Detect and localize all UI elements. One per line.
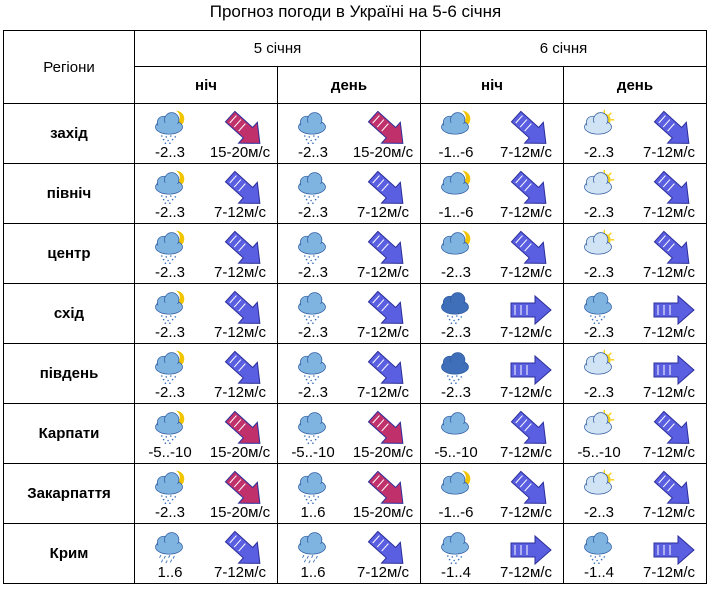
- wind-speed: 7-12м/с: [213, 324, 266, 341]
- wind-speed: 7-12м/с: [213, 384, 266, 401]
- wind-speed: 7-12м/с: [213, 264, 266, 281]
- wind-speed: 7-12м/с: [499, 444, 552, 461]
- region-row: [4, 284, 707, 344]
- temperature: -2..3: [154, 504, 185, 521]
- forecast-cell: [564, 404, 707, 464]
- region-row: [4, 404, 707, 464]
- region-name: Карпати: [4, 404, 135, 464]
- cloud-snow-icon: [578, 289, 618, 325]
- forecast-cell: [421, 344, 564, 404]
- region-row: [4, 464, 707, 524]
- forecast-cell: [421, 224, 564, 284]
- moon-cloud-snow-icon: [149, 169, 189, 205]
- region-name: південь: [4, 344, 135, 404]
- region-name: центр: [4, 224, 135, 284]
- temperature: -2..3: [154, 384, 185, 401]
- forecast-cell: [278, 404, 421, 464]
- temperature: -1..-6: [438, 504, 474, 521]
- forecast-cell: [135, 344, 278, 404]
- temperature: -2..3: [297, 384, 328, 401]
- regions-header: Регіони: [4, 31, 135, 104]
- cloud-snow-icon: [292, 109, 332, 145]
- cloud-snow-icon: [292, 349, 332, 385]
- forecast-cell: [278, 284, 421, 344]
- wind-speed: 7-12м/с: [642, 204, 695, 221]
- region-row: [4, 164, 707, 224]
- forecast-cell: [135, 164, 278, 224]
- moon-cloud-icon: [435, 229, 475, 265]
- wind-speed: 7-12м/с: [356, 324, 409, 341]
- forecast-cell: [135, 404, 278, 464]
- region-name: північ: [4, 164, 135, 224]
- dark-cloud-snow-icon: [435, 349, 475, 385]
- forecast-cell: [135, 284, 278, 344]
- temperature: -2..3: [154, 204, 185, 221]
- wind-speed: 7-12м/с: [499, 264, 552, 281]
- cloud-snow-icon: [292, 289, 332, 325]
- temperature: -2..3: [154, 144, 185, 161]
- period-header-night: ніч: [135, 67, 278, 104]
- wind-speed: 7-12м/с: [642, 504, 695, 521]
- moon-cloud-icon: [435, 469, 475, 505]
- temperature: -2..3: [583, 504, 614, 521]
- wind-speed: 7-12м/с: [499, 564, 552, 581]
- forecast-cell: [278, 224, 421, 284]
- forecast-cell: [564, 164, 707, 224]
- forecast-cell: [421, 104, 564, 164]
- temperature: -1..-6: [438, 144, 474, 161]
- moon-cloud-icon: [435, 109, 475, 145]
- forecast-cell: [564, 104, 707, 164]
- wind-speed: 7-12м/с: [356, 204, 409, 221]
- wind-speed: 15-20м/с: [209, 504, 271, 521]
- temperature: -2..3: [440, 324, 471, 341]
- cloud-rain-icon: [292, 529, 332, 565]
- forecast-cell: [564, 464, 707, 524]
- wind-speed: 15-20м/с: [352, 504, 414, 521]
- region-row: [4, 224, 707, 284]
- region-name: Закарпаття: [4, 464, 135, 524]
- forecast-cell: [421, 404, 564, 464]
- temperature: -2..3: [297, 204, 328, 221]
- temperature: -5..-10: [148, 444, 192, 461]
- wind-speed: 15-20м/с: [352, 144, 414, 161]
- moon-cloud-snow-icon: [149, 229, 189, 265]
- temperature: 1..6: [300, 564, 326, 581]
- temperature: -2..3: [297, 264, 328, 281]
- forecast-cell: [135, 104, 278, 164]
- temperature: -2..3: [440, 384, 471, 401]
- region-row: [4, 104, 707, 164]
- wind-speed: 7-12м/с: [356, 564, 409, 581]
- temperature: -2..3: [297, 144, 328, 161]
- period-header-night: ніч: [421, 67, 564, 104]
- forecast-cell: [564, 224, 707, 284]
- cloud-snow-icon: [292, 409, 332, 445]
- dark-cloud-snow-icon: [435, 289, 475, 325]
- period-header-day: день: [564, 67, 707, 104]
- region-name: схід: [4, 284, 135, 344]
- wind-speed: 7-12м/с: [213, 204, 266, 221]
- wind-speed: 7-12м/с: [499, 204, 552, 221]
- temperature: -1..4: [583, 564, 614, 581]
- cloud-snow-icon: [578, 529, 618, 565]
- region-name: Крим: [4, 524, 135, 584]
- forecast-cell: [135, 524, 278, 584]
- wind-speed: 7-12м/с: [499, 504, 552, 521]
- wind-speed: 7-12м/с: [499, 144, 552, 161]
- temperature: -5..-10: [577, 444, 621, 461]
- temperature: 1..6: [157, 564, 183, 581]
- forecast-cell: [278, 344, 421, 404]
- wind-speed: 7-12м/с: [642, 444, 695, 461]
- temperature: -2..3: [154, 264, 185, 281]
- sun-cloud-icon: [578, 109, 618, 145]
- page-title: Прогноз погоди в Україні на 5-6 січня: [209, 2, 502, 21]
- wind-speed: 7-12м/с: [642, 384, 695, 401]
- forecast-cell: [278, 464, 421, 524]
- cloud-icon: [435, 409, 475, 445]
- moon-cloud-snow-icon: [149, 349, 189, 385]
- temperature: -2..3: [297, 324, 328, 341]
- cloud-snow-icon: [292, 469, 332, 505]
- wind-speed: 7-12м/с: [499, 324, 552, 341]
- forecast-cell: [421, 464, 564, 524]
- cloud-snow-icon: [292, 229, 332, 265]
- period-header-day: день: [278, 67, 421, 104]
- temperature: -1..-6: [438, 204, 474, 221]
- forecast-cell: [421, 164, 564, 224]
- temperature: 1..6: [300, 504, 326, 521]
- forecast-cell: [135, 224, 278, 284]
- region-name: захід: [4, 104, 135, 164]
- forecast-cell: [278, 104, 421, 164]
- sun-cloud-icon: [578, 349, 618, 385]
- region-row: [4, 344, 707, 404]
- cloud-snow-icon: [292, 169, 332, 205]
- temperature: -2..3: [583, 384, 614, 401]
- wind-speed: 7-12м/с: [213, 564, 266, 581]
- wind-speed: 7-12м/с: [356, 384, 409, 401]
- temperature: -2..3: [583, 204, 614, 221]
- wind-speed: 15-20м/с: [209, 144, 271, 161]
- moon-cloud-snow-icon: [149, 469, 189, 505]
- cloud-snow-icon: [435, 529, 475, 565]
- wind-speed: 7-12м/с: [642, 144, 695, 161]
- date-header-jan5: 5 січня: [135, 31, 421, 67]
- forecast-cell: [564, 344, 707, 404]
- forecast-cell: [278, 524, 421, 584]
- moon-cloud-snow-icon: [149, 109, 189, 145]
- wind-speed: 7-12м/с: [642, 564, 695, 581]
- forecast-table: [3, 30, 707, 584]
- wind-speed: 7-12м/с: [356, 264, 409, 281]
- cloud-rain-icon: [149, 529, 189, 565]
- date-header-jan6: 6 січня: [421, 31, 707, 67]
- temperature: -5..-10: [434, 444, 478, 461]
- wind-speed: 7-12м/с: [642, 264, 695, 281]
- moon-cloud-snow-icon: [149, 289, 189, 325]
- moon-cloud-icon: [435, 169, 475, 205]
- temperature: -5..-10: [291, 444, 335, 461]
- moon-cloud-snow-icon: [149, 409, 189, 445]
- sun-cloud-icon: [578, 169, 618, 205]
- temperature: -2..3: [583, 324, 614, 341]
- temperature: -2..3: [583, 264, 614, 281]
- forecast-cell: [564, 284, 707, 344]
- temperature: -2..3: [583, 144, 614, 161]
- sun-cloud-icon: [578, 409, 618, 445]
- wind-speed: 7-12м/с: [499, 384, 552, 401]
- forecast-cell: [421, 524, 564, 584]
- temperature: -1..4: [440, 564, 471, 581]
- region-row: [4, 524, 707, 584]
- forecast-cell: [564, 524, 707, 584]
- wind-speed: 15-20м/с: [209, 444, 271, 461]
- sun-cloud-icon: [578, 469, 618, 505]
- forecast-cell: [278, 164, 421, 224]
- forecast-cell: [421, 284, 564, 344]
- wind-speed: 15-20м/с: [352, 444, 414, 461]
- sun-cloud-icon: [578, 229, 618, 265]
- wind-speed: 7-12м/с: [642, 324, 695, 341]
- forecast-cell: [135, 464, 278, 524]
- temperature: -2..3: [154, 324, 185, 341]
- temperature: -2..3: [440, 264, 471, 281]
